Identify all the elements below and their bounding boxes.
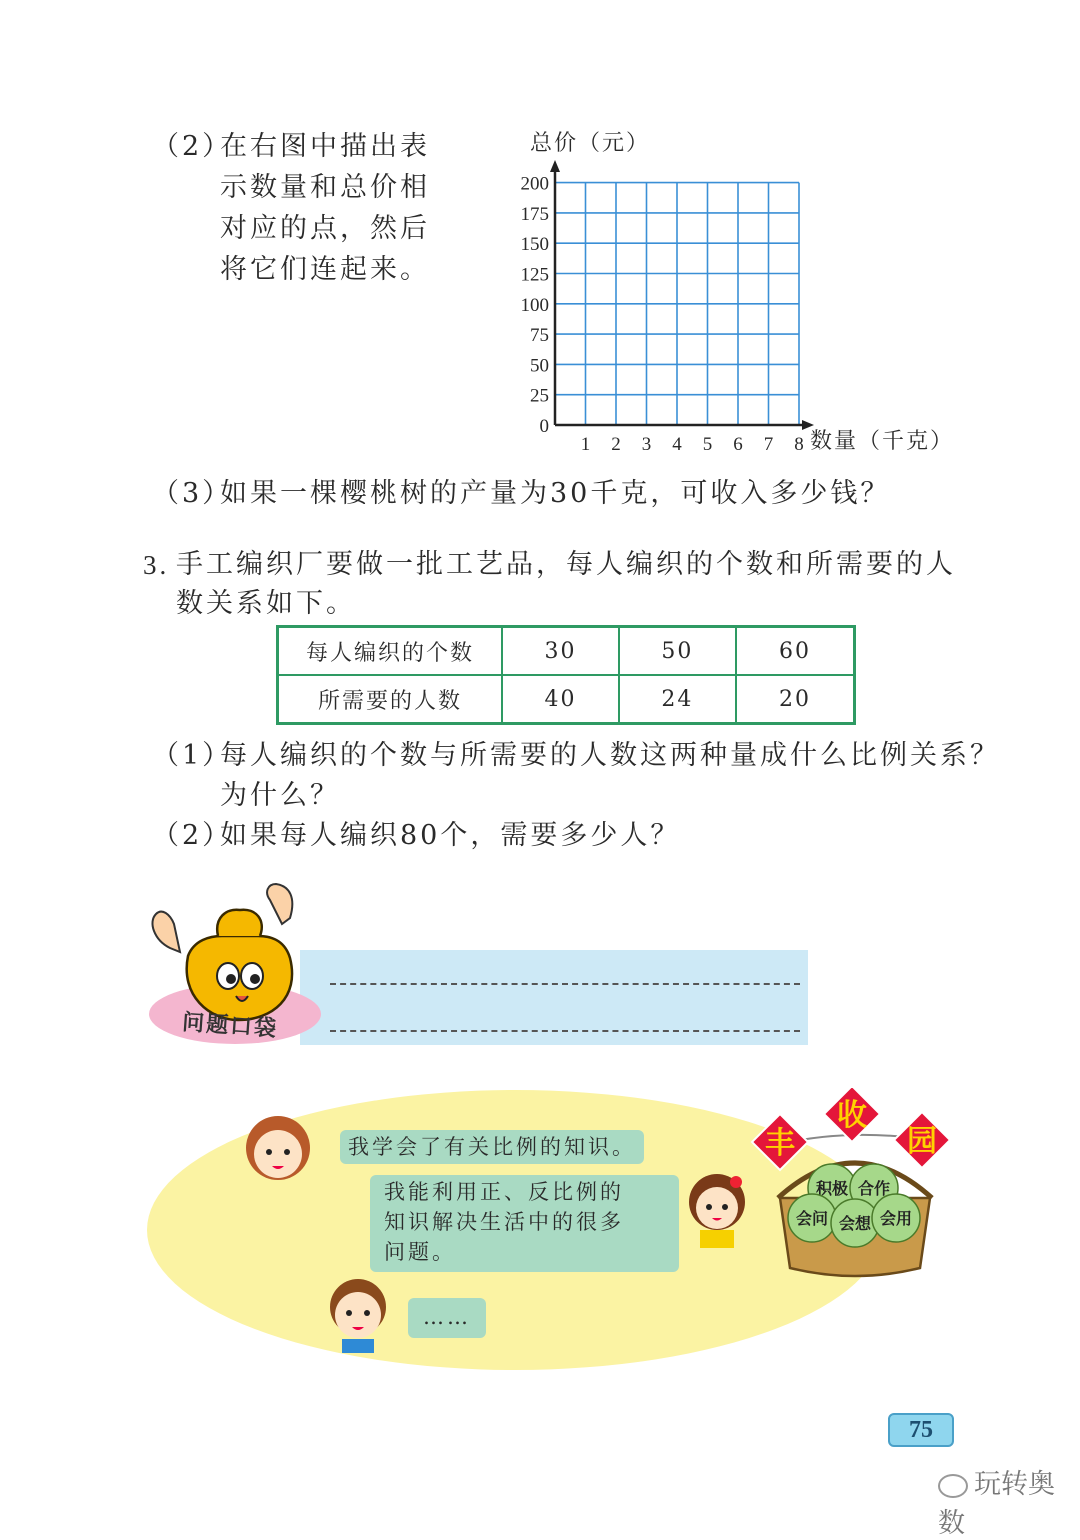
bubble2-line: 知识解决生活中的很多: [384, 1210, 624, 1234]
x-tick-label: 1: [580, 434, 591, 455]
y-tick-label: 0: [539, 416, 549, 437]
apple-label: 合作: [857, 1179, 891, 1198]
apple-label: 会想: [838, 1214, 872, 1233]
shirt: [342, 1339, 374, 1353]
problem3-line2: 数关系如下。: [176, 588, 356, 619]
y-axis-label: 总价（元）: [530, 131, 651, 156]
answer-line[interactable]: [330, 1030, 800, 1032]
table-cell: 20: [736, 675, 855, 724]
speech-bubble-1: 我学会了有关比例的知识。: [340, 1130, 644, 1164]
p3-sub2-label: （2）: [152, 820, 233, 851]
y-tick-label: 50: [530, 355, 549, 377]
pocket-answer-band[interactable]: [300, 950, 808, 1045]
pupil: [226, 974, 236, 984]
table-row: [278, 627, 855, 676]
wechat-icon: [938, 1474, 968, 1498]
answer-line[interactable]: [330, 983, 800, 985]
y-tick-label: 125: [520, 264, 549, 286]
y-axis-arrow: [550, 160, 560, 172]
table-cell: 30: [502, 627, 619, 676]
p3-sub1-line2: 为什么？: [220, 780, 340, 811]
x-tick-labels: [581, 434, 804, 455]
table-row: [278, 675, 855, 724]
apple-label: 积极: [815, 1179, 849, 1198]
q2-label: （2）: [152, 131, 233, 162]
q2-line-3: 对应的点，然后: [220, 213, 430, 244]
apple-label: 会问: [795, 1209, 829, 1228]
harvest-basket: [740, 1088, 970, 1288]
harvest-sign-1: [752, 1114, 808, 1170]
eye: [706, 1204, 712, 1210]
x-tick-label: 6: [733, 434, 743, 455]
eye: [346, 1310, 352, 1316]
q2-line-1: 在右图中描出表: [220, 131, 430, 162]
problem3-line1: 手工编织厂要做一批工艺品，每人编织的个数和所需要的人: [176, 549, 956, 580]
y-tick-label: 75: [530, 325, 549, 347]
face: [335, 1292, 381, 1338]
speech-bubble-2: [370, 1175, 679, 1272]
harvest-sign-3: [894, 1112, 950, 1168]
apple-label: 会用: [879, 1209, 913, 1228]
y-tick-label: 200: [520, 173, 549, 195]
y-tick-label: 175: [520, 203, 549, 225]
x-tick-label: 4: [672, 434, 682, 455]
face: [254, 1130, 302, 1178]
y-tick-label: 25: [530, 385, 549, 407]
q2-line-4: 将它们连起来。: [220, 254, 430, 285]
bubble2-line: 我能利用正、反比例的: [384, 1180, 624, 1204]
q3-label: （3）: [152, 478, 233, 509]
harvest-sign-2: [824, 1088, 880, 1142]
eye: [266, 1149, 272, 1155]
q2-line-2: 示数量和总价相: [220, 172, 430, 203]
harvest-sign-char: 收: [837, 1098, 867, 1133]
pupil: [250, 974, 260, 984]
table-cell: 24: [619, 675, 736, 724]
boy-avatar: [318, 1275, 398, 1355]
y-tick-label: 150: [520, 234, 549, 256]
weaving-table: [276, 625, 856, 725]
p3-sub2-text: 如果每人编织80个，需要多少人？: [220, 820, 681, 851]
x-tick-label: 2: [611, 434, 621, 455]
x-tick-label: 5: [702, 434, 713, 455]
y-tick-labels: [521, 174, 550, 437]
p3-sub1-line1: 每人编织的个数与所需要的人数这两种量成什么比例关系？: [220, 740, 1000, 771]
girl-avatar: [238, 1112, 318, 1192]
table-cell: 50: [619, 627, 736, 676]
watermark-text: 玩转奥数: [938, 1469, 1055, 1539]
eye: [364, 1310, 370, 1316]
bubble2-line: 问题。: [384, 1240, 456, 1264]
apple-3: [788, 1194, 836, 1242]
eye: [722, 1204, 728, 1210]
shirt: [700, 1230, 734, 1248]
q3-text: 如果一棵樱桃树的产量为30千克，可收入多少钱？: [220, 478, 891, 509]
x-tick-label: 8: [794, 434, 804, 455]
page-number: 75: [888, 1413, 954, 1447]
apple-5: [872, 1194, 920, 1242]
pocket-mascot: [140, 878, 330, 1048]
harvest-sign-char: 园: [907, 1124, 937, 1159]
y-tick-label: 100: [520, 294, 549, 316]
hand-left: [152, 912, 180, 952]
table-row-header: 所需要的人数: [278, 675, 503, 724]
table-row-header: 每人编织的个数: [278, 627, 503, 676]
face: [696, 1187, 738, 1229]
x-axis-label: 数量（千克）: [810, 429, 955, 454]
p3-sub1-label: （1）: [152, 740, 233, 771]
pocket-title: 问题口袋: [181, 1010, 279, 1042]
speech-bubble-3: ……: [408, 1298, 486, 1338]
bag-neck: [217, 910, 262, 936]
x-tick-label: 3: [641, 434, 652, 455]
x-tick-label: 7: [763, 434, 774, 455]
watermark: [938, 1462, 1080, 1540]
hand-right: [267, 884, 292, 924]
price-quantity-graph[interactable]: [500, 120, 970, 460]
table-cell: 60: [736, 627, 855, 676]
table-cell: 40: [502, 675, 619, 724]
grid: [555, 183, 799, 425]
problem3-number: 3.: [143, 550, 170, 580]
harvest-sign-char: 丰: [765, 1126, 795, 1161]
eye: [284, 1149, 290, 1155]
